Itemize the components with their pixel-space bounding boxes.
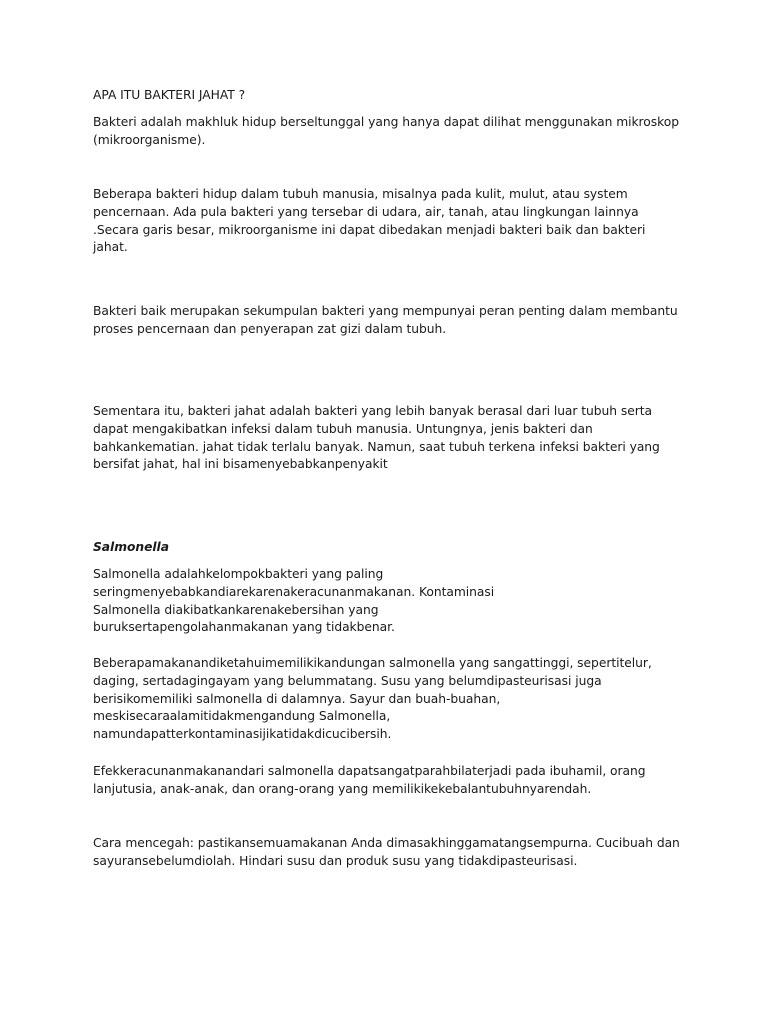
paragraph-bad-bacteria: Sementara itu, bakteri jahat adalah bakteri yang lebih banyak berasal dari luar tubuh serta dapat mengakibatkan infeksi dalam tubuh manusia. Untungnya, jenis bakteri dan bahkankematian. jahat tidak terlalu banyak. Namun, saat tubuh terkena infeksi bakteri yang bersifat jahat, hal ini bisamenyebabkanpenyakit — [93, 404, 660, 472]
paragraph-good-bacteria: Bakteri baik merupakan sekumpulan bakteri yang mempunyai peran penting dalam membantu proses pencernaan dan penyerapan zat gizi dalam tubuh. — [93, 304, 678, 336]
paragraph-habitat: Beberapa bakteri hidup dalam tubuh manusia, misalnya pada kulit, mulut, atau system pencernaan. Ada pula bakteri yang tersebar di udara, air, tanah, atau lingkungan lainnya .Secara garis besar, mikroorganisme ini dapat dibedakan menjadi bakteri baik dan bakteri jahat. — [93, 187, 646, 255]
paragraph-prevention: Cara mencegah: pastikansemuamakanan Anda dimasakhinggamatangsempurna. Cucibuah dan sayuransebelumdiolah. Hindari susu dan produk susu yang tidakdipasteurisasi. — [93, 836, 680, 868]
paragraph-salmonella-effects: Efekkeracunanmakanandari salmonella dapatsangatparahbilaterjadi pada ibuhamil, orang lanjutusia, anak-anak, dan orang-orang yang memilikikekebalantubuhnyarendah. — [93, 764, 646, 796]
document-title: APA ITU BAKTERI JAHAT ? — [93, 88, 246, 102]
paragraph-salmonella-foods: Beberapamakanandiketahuimemilikikandungan salmonella yang sangattinggi, sepertitelur, daging, sertadagingayam yang belummatang. Susu yang belumdipasteurisasi juga berisikomemiliki salmonella di dalamnya. Sayur dan buah-buahan, meskisecaraalamitidakmengandung Salmonella, namundapatterkontaminasijikatidakdicucibersih. — [93, 656, 652, 742]
paragraph-definition: Bakteri adalah makhluk hidup berseltunggal yang hanya dapat dilihat menggunakan mikroskop (mikroorganisme). — [93, 115, 679, 147]
paragraph-salmonella-intro: Salmonella adalahkelompokbakteri yang paling seringmenyebabkandiarekarenakeracunanmakanan. Kontaminasi Salmonella diakibatkankarenakebersihan yang buruksertapengolahanmakanan yang tidakbenar. — [93, 567, 495, 635]
section-heading-salmonella: Salmonella — [93, 540, 169, 554]
